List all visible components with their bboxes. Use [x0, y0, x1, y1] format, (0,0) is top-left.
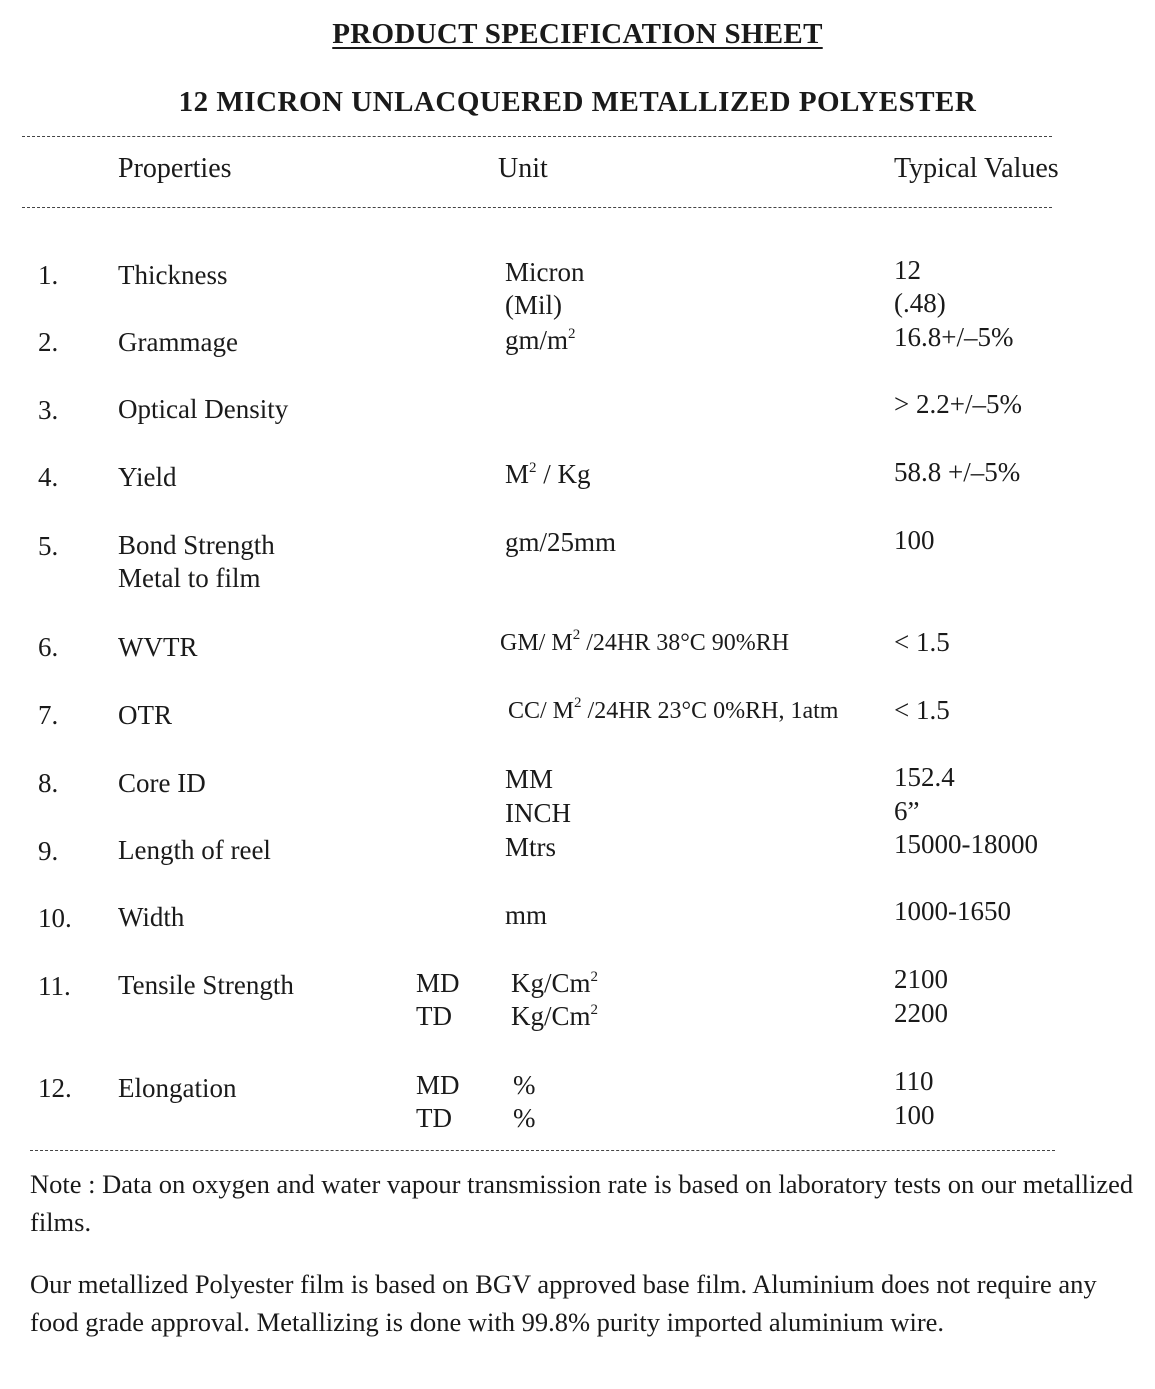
header-bottom-divider: [22, 207, 1052, 208]
row-number: 5.: [38, 531, 59, 561]
value-cell: 100: [894, 1100, 935, 1130]
value-cell: < 1.5: [894, 627, 950, 657]
unit-cell: $gm/m^2$: [505, 325, 576, 355]
unit-cell: MM: [505, 764, 554, 794]
unit-cell: INCH: [505, 798, 571, 828]
property-name: Elongation: [118, 1073, 237, 1103]
header-properties: Properties: [118, 153, 232, 184]
row-number: 4.: [38, 462, 59, 492]
value-cell: 12: [894, 255, 921, 285]
note-paragraph: Note : Data on oxygen and water vapour transmission rate is based on laboratory tests on our metallized films.: [30, 1169, 1134, 1237]
header-typical-values: Typical Values: [894, 153, 1059, 184]
value-cell: 110: [894, 1066, 934, 1096]
property-name: WVTR: [118, 632, 198, 662]
direction-cell: TD: [416, 1001, 452, 1031]
direction-cell: TD: [416, 1103, 452, 1133]
row-number: 3.: [38, 395, 59, 425]
value-cell: 16.8+/–5%: [894, 322, 1014, 352]
unit-cell: Kg/Cm$^2$: [511, 1001, 599, 1031]
unit-cell: Micron: [505, 257, 585, 287]
unit-cell: gm/25mm: [505, 527, 617, 557]
unit-cell: Kg/Cm$^2$: [511, 968, 599, 998]
unit-cell: Mtrs: [505, 832, 557, 862]
property-name: Bond Strength: [118, 530, 275, 560]
property-name: Length of reel: [118, 835, 271, 865]
property-name: Optical Density: [118, 394, 289, 424]
value-cell: 15000-18000: [894, 829, 1038, 859]
value-cell: 58.8 +/–5%: [894, 457, 1021, 487]
value-cell: < 1.5: [894, 695, 950, 725]
property-name: Grammage: [118, 327, 238, 357]
value-cell: 2200: [894, 998, 948, 1028]
unit-cell: $M^2$ / Kg: [505, 459, 591, 489]
value-cell: 2100: [894, 964, 948, 994]
value-cell: (.48): [894, 288, 946, 318]
value-cell: 6”: [894, 796, 920, 826]
value-cell: 152.4: [894, 762, 955, 792]
row-number: 10.: [38, 903, 72, 933]
value-cell: 1000-1650: [894, 896, 1011, 926]
value-cell: > 2.2+/–5%: [894, 389, 1022, 419]
row-number: 8.: [38, 768, 59, 798]
property-name: Tensile Strength: [118, 970, 294, 1000]
property-name: Width: [118, 902, 185, 932]
property-name-line2: Metal to film: [118, 563, 261, 593]
row-number: 6.: [38, 632, 59, 662]
header-unit: Unit: [498, 153, 548, 184]
unit-cell: %: [513, 1103, 536, 1133]
row-number: 1.: [38, 260, 59, 290]
row-number: 11.: [38, 971, 71, 1001]
direction-cell: MD: [416, 1070, 460, 1100]
unit-cell: (Mil): [505, 290, 562, 320]
document-subtitle: 12 MICRON UNLACQUERED METALLIZED POLYESTER: [178, 86, 977, 118]
property-name: Core ID: [118, 768, 206, 798]
property-name: Thickness: [118, 260, 228, 290]
direction-cell: MD: [416, 968, 460, 998]
header-top-divider: [22, 136, 1052, 137]
value-cell: 100: [894, 525, 935, 555]
property-name: OTR: [118, 700, 172, 730]
row-number: 7.: [38, 700, 59, 730]
table-bottom-divider: [30, 1150, 1055, 1151]
approval-paragraph: Our metallized Polyester film is based on BGV approved base film. Aluminium does not require any food grade approval. Metallizing is done with 99.8% purity imported aluminium wire.: [30, 1269, 1097, 1337]
row-number: 12.: [38, 1073, 72, 1103]
unit-cell: GM/ $M^2$ /24HR 38°C 90%RH: [500, 627, 790, 656]
unit-cell: %: [513, 1070, 536, 1100]
document-title: PRODUCT SPECIFICATION SHEET: [332, 18, 823, 50]
row-number: 9.: [38, 836, 59, 866]
row-number: 2.: [38, 327, 59, 357]
property-name: Yield: [118, 462, 177, 492]
unit-cell: mm: [505, 900, 548, 930]
unit-cell: CC/ $M^2$ /24HR 23°C 0%RH, 1atm: [508, 695, 839, 724]
